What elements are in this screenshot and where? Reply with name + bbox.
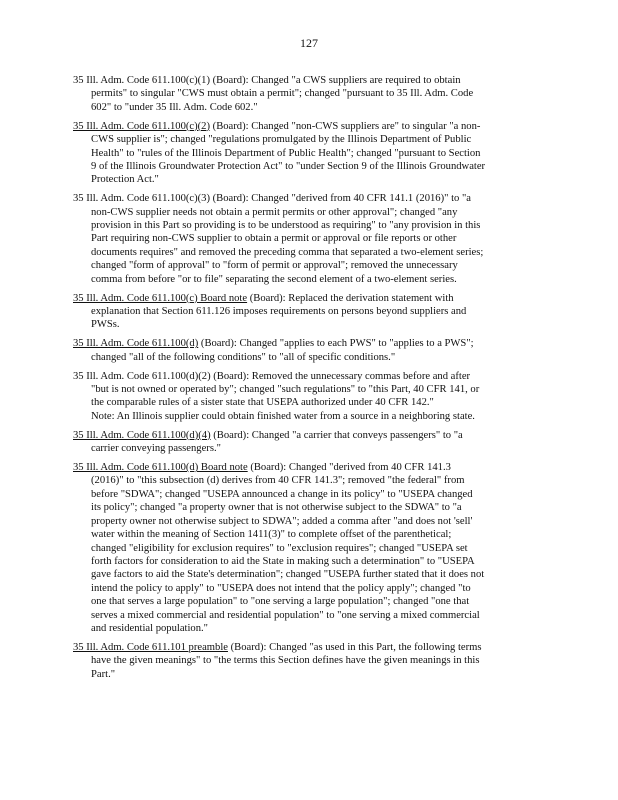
entry-line xyxy=(73,641,545,654)
entry-line xyxy=(73,246,545,259)
history-entry xyxy=(73,461,545,635)
page-number: 127 xyxy=(300,36,318,50)
history-entry xyxy=(73,337,545,364)
entry-text: provision in this Part so providing is to be understood as requiring" to "any provision in this xyxy=(91,220,481,232)
citation: 35 Ill. Adm. Code 611.100(d)(4) xyxy=(73,429,211,441)
entry-line xyxy=(73,442,545,455)
entry-text: (Board): Changed "applies to each PWS" to "applies to a PWS"; xyxy=(198,338,474,350)
entry-text: Part." xyxy=(91,668,116,680)
entry-text: changed "all of the following conditions" to "all of specific conditions." xyxy=(91,351,396,363)
entry-text: (2016)" to "this subsection (d) derives from 40 CFR 141.3"; removed "the federal" from xyxy=(91,475,465,487)
entry-line xyxy=(73,654,545,667)
history-entry xyxy=(73,74,545,114)
entry-line xyxy=(73,474,545,487)
entries-list xyxy=(73,74,545,687)
entry-text: 35 Ill. Adm. Code 611.100(d)(2) (Board): Removed the unnecessary commas before and after xyxy=(73,370,471,382)
entry-line xyxy=(73,622,545,635)
entry-line xyxy=(73,668,545,681)
entry-text: (Board): Changed "a carrier that conveys passengers" to "a xyxy=(210,429,463,441)
entry-line xyxy=(73,232,545,245)
entry-line xyxy=(73,206,545,219)
entry-line xyxy=(73,582,545,595)
entry-text: have the given meanings" to "the terms this Section defines have the given meanings in this xyxy=(91,655,480,667)
entry-text: forth factors for consideration to aid the State in making such a determination" to "USEPA xyxy=(91,555,475,567)
entry-line xyxy=(73,147,545,160)
citation: 35 Ill. Adm. Code 611.100(c) Board note xyxy=(73,292,248,304)
entry-text: and residential population." xyxy=(91,622,209,634)
citation: 35 Ill. Adm. Code 611.100(d) Board note xyxy=(73,462,248,474)
entry-text: water within the meaning of Section 1411(3)" to complete offset of the parenthetical; xyxy=(91,529,452,541)
entry-line xyxy=(73,595,545,608)
entry-line xyxy=(73,173,545,186)
history-entry xyxy=(73,192,545,286)
entry-line xyxy=(73,488,545,501)
entry-line xyxy=(73,219,545,232)
entry-text: Note: An Illinois supplier could obtain finished water from a source in a neighboring state. xyxy=(91,410,475,422)
entry-line xyxy=(73,568,545,581)
entry-text: changed "eligibility for exclusion requires" to "exclusion requires"; changed "USEPA set xyxy=(91,542,468,554)
entry-text: (Board): Changed "as used in this Part, the following terms xyxy=(227,641,482,653)
entry-text: (Board): Replaced the derivation statement with xyxy=(247,292,454,304)
entry-text: Part requiring non-CWS supplier to obtain a permit or approval or file reports or other xyxy=(91,233,457,245)
entry-line xyxy=(73,305,545,318)
entry-text: non-CWS supplier needs not obtain a permit permits or other approval"; changed "any xyxy=(91,206,458,218)
entry-text: 9 of the Illinois Groundwater Protection Act" to "under Section 9 of the Illinois Groundwater xyxy=(91,160,486,172)
entry-text: its policy"; changed "a property owner that is not otherwise subject to the SDWA" to "a xyxy=(91,502,462,514)
entry-text: 35 Ill. Adm. Code 611.100(c)(3) (Board): Changed "derived from 40 CFR 141.1 (2016)" to "a xyxy=(73,193,472,205)
history-entry xyxy=(73,120,545,187)
entry-line xyxy=(73,318,545,331)
entry-line xyxy=(73,160,545,173)
entry-line xyxy=(73,101,545,114)
entry-text: one that serves a large population" to "one serving a large population"; changed "one that xyxy=(91,596,470,608)
entry-line xyxy=(73,542,545,555)
entry-text: permits" to singular "CWS must obtain a permit"; changed "pursuant to 35 Ill. Adm. Code xyxy=(91,88,474,100)
citation: 35 Ill. Adm. Code 611.100(d) xyxy=(73,338,199,350)
citation: 35 Ill. Adm. Code 611.101 preamble xyxy=(73,641,228,653)
entry-line xyxy=(73,383,545,396)
entry-line xyxy=(73,528,545,541)
entry-text: intend the policy to apply" to "USEPA does not intend that the policy apply"; changed "to xyxy=(91,582,471,594)
entry-text: gave factors to aid the State's determination"; changed "USEPA further stated that it does not xyxy=(91,569,485,581)
entry-line xyxy=(73,133,545,146)
entry-text: carrier conveying passengers." xyxy=(91,443,221,455)
history-entry xyxy=(73,429,545,456)
entry-line xyxy=(73,555,545,568)
entry-line xyxy=(73,501,545,514)
entry-text: changed "form of approval" to "form of permit or approval"; removed the unnecessary xyxy=(91,260,458,272)
entry-line xyxy=(73,609,545,622)
entry-text: before "SDWA"; changed "USEPA announced a change in its policy" to "USEPA changed xyxy=(91,488,473,500)
entry-line xyxy=(73,192,545,205)
entry-line xyxy=(73,429,545,442)
citation: 35 Ill. Adm. Code 611.100(c)(2) xyxy=(73,120,211,132)
entry-text: documents requires" and removed the preceding comma that separated a two-element series; xyxy=(91,246,484,258)
entry-text: Health" to "rules of the Illinois Department of Public Health"; changed "pursuant to Section xyxy=(91,147,481,159)
entry-line xyxy=(73,87,545,100)
entry-line xyxy=(73,292,545,305)
entry-line xyxy=(73,74,545,87)
entry-line xyxy=(73,273,545,286)
entry-text: property owner not otherwise subject to SDWA"; added a comma after "and does not 'sell' xyxy=(91,515,473,527)
history-entry xyxy=(73,641,545,681)
history-entry xyxy=(73,292,545,332)
entry-text: (Board): Changed "derived from 40 CFR 141.3 xyxy=(247,462,451,474)
entry-line xyxy=(73,351,545,364)
entry-line xyxy=(73,120,545,133)
entry-text: explanation that Section 611.126 imposes requirements on persons beyond suppliers and xyxy=(91,306,467,317)
entry-line xyxy=(73,410,545,423)
entry-text: serves a mixed commercial and residential population" to "one serving a mixed commercial xyxy=(91,609,480,621)
entry-text: (Board): Changed "non-CWS suppliers are" to singular "a non- xyxy=(210,120,481,132)
entry-text: PWSs. xyxy=(91,319,120,331)
entry-line xyxy=(73,370,545,383)
history-entry xyxy=(73,370,545,424)
entry-text: the comparable rules of a sister state that USEPA authorized under 40 CFR 142." xyxy=(91,397,434,409)
entry-text: CWS supplier is"; changed "regulations promulgated by the Illinois Department of Public xyxy=(91,134,472,146)
entry-text: 35 Ill. Adm. Code 611.100(c)(1) (Board): Changed "a CWS suppliers are required to obtain xyxy=(73,75,461,86)
entry-line xyxy=(73,461,545,474)
entry-line xyxy=(73,515,545,528)
entry-line xyxy=(73,259,545,272)
entry-text: "but is not owned or operated by"; changed "such regulations" to "this Part, 40 CFR 141, or xyxy=(91,384,480,396)
entry-line xyxy=(73,396,545,409)
entry-text: Protection Act." xyxy=(91,174,159,186)
entry-line xyxy=(73,337,545,350)
entry-text: 602" to "under 35 Ill. Adm. Code 602." xyxy=(91,101,258,113)
entry-text: comma from before "or to file" separating the second element of a two-element series. xyxy=(91,273,457,285)
